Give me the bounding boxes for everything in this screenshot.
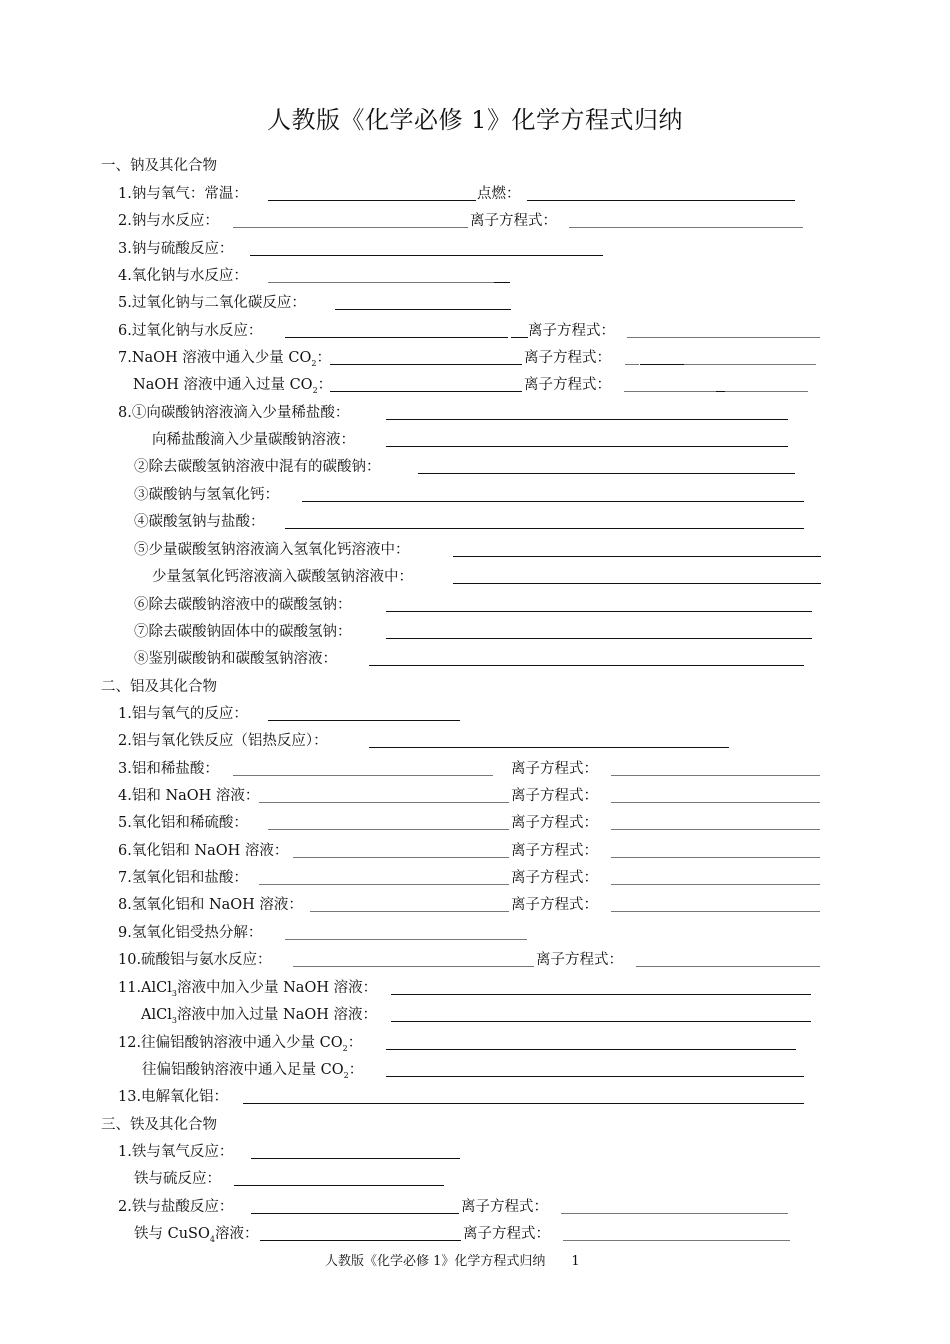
answer-blank[interactable] xyxy=(386,1076,804,1077)
question-label: 6.氧化铝和 NaOH 溶液： xyxy=(118,843,289,859)
question-label: 8.氢氧化铝和 NaOH 溶液： xyxy=(118,897,303,913)
question-label: 2.铝与氧化铁反应（铝热反应）： xyxy=(118,733,328,749)
question-label: ⑦除去碳酸钠固体中的碳酸氢钠： xyxy=(134,624,352,640)
answer-blank[interactable] xyxy=(268,200,476,201)
answer-blank[interactable] xyxy=(391,994,811,995)
answer-blank[interactable] xyxy=(511,337,528,338)
question-label: 5.氧化铝和稀硫酸： xyxy=(118,815,248,831)
ionic-equation-label: 离子方程式： xyxy=(461,1199,548,1215)
ionic-answer-blank[interactable] xyxy=(716,391,725,392)
answer-blank[interactable] xyxy=(386,611,812,612)
answer-blank[interactable] xyxy=(268,720,460,721)
question-label: ⑤少量碳酸氢钠溶液滴入氢氧化钙溶液中： xyxy=(134,542,410,558)
page-number: 1 xyxy=(571,1254,580,1269)
answer-blank[interactable] xyxy=(268,829,509,830)
answer-blank[interactable] xyxy=(233,227,468,228)
section-title: 二、铝及其化合物 xyxy=(101,679,217,695)
question-label: 7.NaOH 溶液中通入少量 $CO_2$： xyxy=(118,350,331,368)
ionic-equation-label: 离子方程式： xyxy=(528,323,615,339)
question-label: 4.铝和 NaOH 溶液： xyxy=(118,788,260,804)
answer-blank[interactable] xyxy=(527,200,795,201)
ionic-answer-blank[interactable] xyxy=(611,775,820,776)
ionic-equation-label: 离子方程式： xyxy=(511,815,598,831)
ionic-answer-blank[interactable] xyxy=(611,911,820,912)
answer-blank[interactable] xyxy=(285,939,527,940)
answer-blank[interactable] xyxy=(386,446,788,447)
question-label: 少量氢氧化钙溶液滴入碳酸氢钠溶液中： xyxy=(152,569,413,585)
ionic-answer-blank[interactable] xyxy=(563,1240,790,1241)
answer-blank[interactable] xyxy=(285,528,804,529)
ionic-answer-blank[interactable] xyxy=(636,966,820,967)
question-label: 4.氧化钠与水反应： xyxy=(118,268,248,284)
question-label: 6.过氧化钠与水反应： xyxy=(118,323,263,339)
question-label: ⑥除去碳酸钠溶液中的碳酸氢钠： xyxy=(134,597,352,613)
answer-blank[interactable] xyxy=(251,1213,459,1214)
question-label: 1.钠与氧气：常温： xyxy=(118,186,248,202)
ionic-answer-blank[interactable] xyxy=(684,364,816,365)
ionic-equation-label: 离子方程式： xyxy=(511,761,598,777)
question-label: 8.①向碳酸钠溶液滴入少量稀盐酸： xyxy=(118,405,350,421)
question-label: 12.往偏铝酸钠溶液中通入少量 $CO_2$： xyxy=(118,1035,363,1053)
question-label: 点燃： xyxy=(477,186,521,202)
question-label: 2.铁与盐酸反应： xyxy=(118,1199,234,1215)
answer-blank[interactable] xyxy=(369,747,729,748)
question-label: 3.铝和稀盐酸： xyxy=(118,761,219,777)
footer-title: 人教版《化学必修 1》化学方程式归纳 xyxy=(325,1254,546,1269)
ionic-answer-blank[interactable] xyxy=(611,857,820,858)
question-label: 1.铝与氧气的反应： xyxy=(118,706,248,722)
question-label: 9.氢氧化铝受热分解： xyxy=(118,925,263,941)
answer-blank[interactable] xyxy=(369,665,804,666)
ionic-equation-label: 离子方程式： xyxy=(536,952,623,968)
answer-blank[interactable] xyxy=(259,884,509,885)
ionic-equation-label: 离子方程式： xyxy=(470,213,557,229)
answer-blank[interactable] xyxy=(234,1185,444,1186)
answer-blank[interactable] xyxy=(259,802,509,803)
answer-blank[interactable] xyxy=(268,282,494,283)
answer-blank[interactable] xyxy=(494,282,510,283)
answer-blank[interactable] xyxy=(310,911,509,912)
question-label: AlCl$_3$溶液中加入过量 NaOH 溶液： xyxy=(141,1007,378,1025)
answer-blank[interactable] xyxy=(330,391,522,392)
ionic-answer-blank[interactable] xyxy=(561,1213,788,1214)
ionic-equation-label: 离子方程式： xyxy=(524,350,611,366)
answer-blank[interactable] xyxy=(302,501,804,502)
answer-blank[interactable] xyxy=(233,775,493,776)
answer-blank[interactable] xyxy=(293,966,534,967)
ionic-answer-blank[interactable] xyxy=(611,802,820,803)
ionic-answer-blank[interactable] xyxy=(725,391,808,392)
ionic-equation-label: 离子方程式： xyxy=(511,788,598,804)
ionic-equation-label: 离子方程式： xyxy=(511,843,598,859)
ionic-answer-blank[interactable] xyxy=(640,364,684,365)
question-label: 5.过氧化钠与二氧化碳反应： xyxy=(118,295,306,311)
question-label: 铁与硫反应： xyxy=(134,1171,221,1187)
question-label: 7.氢氧化铝和盐酸： xyxy=(118,870,248,886)
question-label: 向稀盐酸滴入少量碳酸钠溶液： xyxy=(152,432,355,448)
answer-blank[interactable] xyxy=(260,1240,461,1241)
ionic-answer-blank[interactable] xyxy=(627,337,820,338)
question-label: 往偏铝酸钠溶液中通入足量 $CO_2$： xyxy=(142,1062,364,1080)
question-label: 10.硫酸铝与氨水反应： xyxy=(118,952,272,968)
answer-blank[interactable] xyxy=(335,309,511,310)
question-label: ②除去碳酸氢钠溶液中混有的碳酸钠： xyxy=(134,459,381,475)
question-label: ⑧鉴别碳酸钠和碳酸氢钠溶液： xyxy=(134,651,337,667)
ionic-answer-blank[interactable] xyxy=(625,364,639,365)
section-title: 一、钠及其化合物 xyxy=(101,158,217,174)
page-title: 人教版《化学必修 1》化学方程式归纳 xyxy=(267,106,683,134)
question-label: 3.钠与硫酸反应： xyxy=(118,241,234,257)
question-label: ④碳酸氢钠与盐酸： xyxy=(134,514,265,530)
answer-blank[interactable] xyxy=(386,1049,796,1050)
ionic-answer-blank[interactable] xyxy=(611,884,820,885)
ionic-answer-blank[interactable] xyxy=(569,227,803,228)
answer-blank[interactable] xyxy=(330,364,522,365)
page-footer xyxy=(325,1250,580,1269)
answer-blank[interactable] xyxy=(293,857,509,858)
ionic-answer-blank[interactable] xyxy=(611,829,820,830)
section-title: 三、铁及其化合物 xyxy=(101,1117,217,1133)
ionic-equation-label: 离子方程式： xyxy=(524,377,611,393)
ionic-answer-blank[interactable] xyxy=(624,391,716,392)
question-label: 铁与 CuSO$_4$溶液： xyxy=(134,1226,259,1244)
ionic-equation-label: 离子方程式： xyxy=(511,897,598,913)
answer-blank[interactable] xyxy=(285,337,508,338)
question-label: 1.铁与氧气反应： xyxy=(118,1144,234,1160)
answer-blank[interactable] xyxy=(251,1158,460,1159)
answer-blank[interactable] xyxy=(453,583,821,584)
answer-blank[interactable] xyxy=(386,419,788,420)
question-label: 13.电解氧化铝： xyxy=(118,1089,229,1105)
ionic-equation-label: 离子方程式： xyxy=(511,870,598,886)
question-label: NaOH 溶液中通入过量 $CO_2$： xyxy=(133,377,333,395)
ionic-equation-label: 离子方程式： xyxy=(463,1226,550,1242)
question-label: ③碳酸钠与氢氧化钙： xyxy=(134,487,279,503)
answer-blank[interactable] xyxy=(250,255,603,256)
question-label: 2.钠与水反应： xyxy=(118,213,219,229)
question-label: 11.AlCl$_3$溶液中加入少量 NaOH 溶液： xyxy=(118,980,378,998)
answer-blank[interactable] xyxy=(243,1103,804,1104)
answer-blank[interactable] xyxy=(453,556,821,557)
answer-blank[interactable] xyxy=(386,638,812,639)
answer-blank[interactable] xyxy=(418,473,795,474)
answer-blank[interactable] xyxy=(391,1021,811,1022)
